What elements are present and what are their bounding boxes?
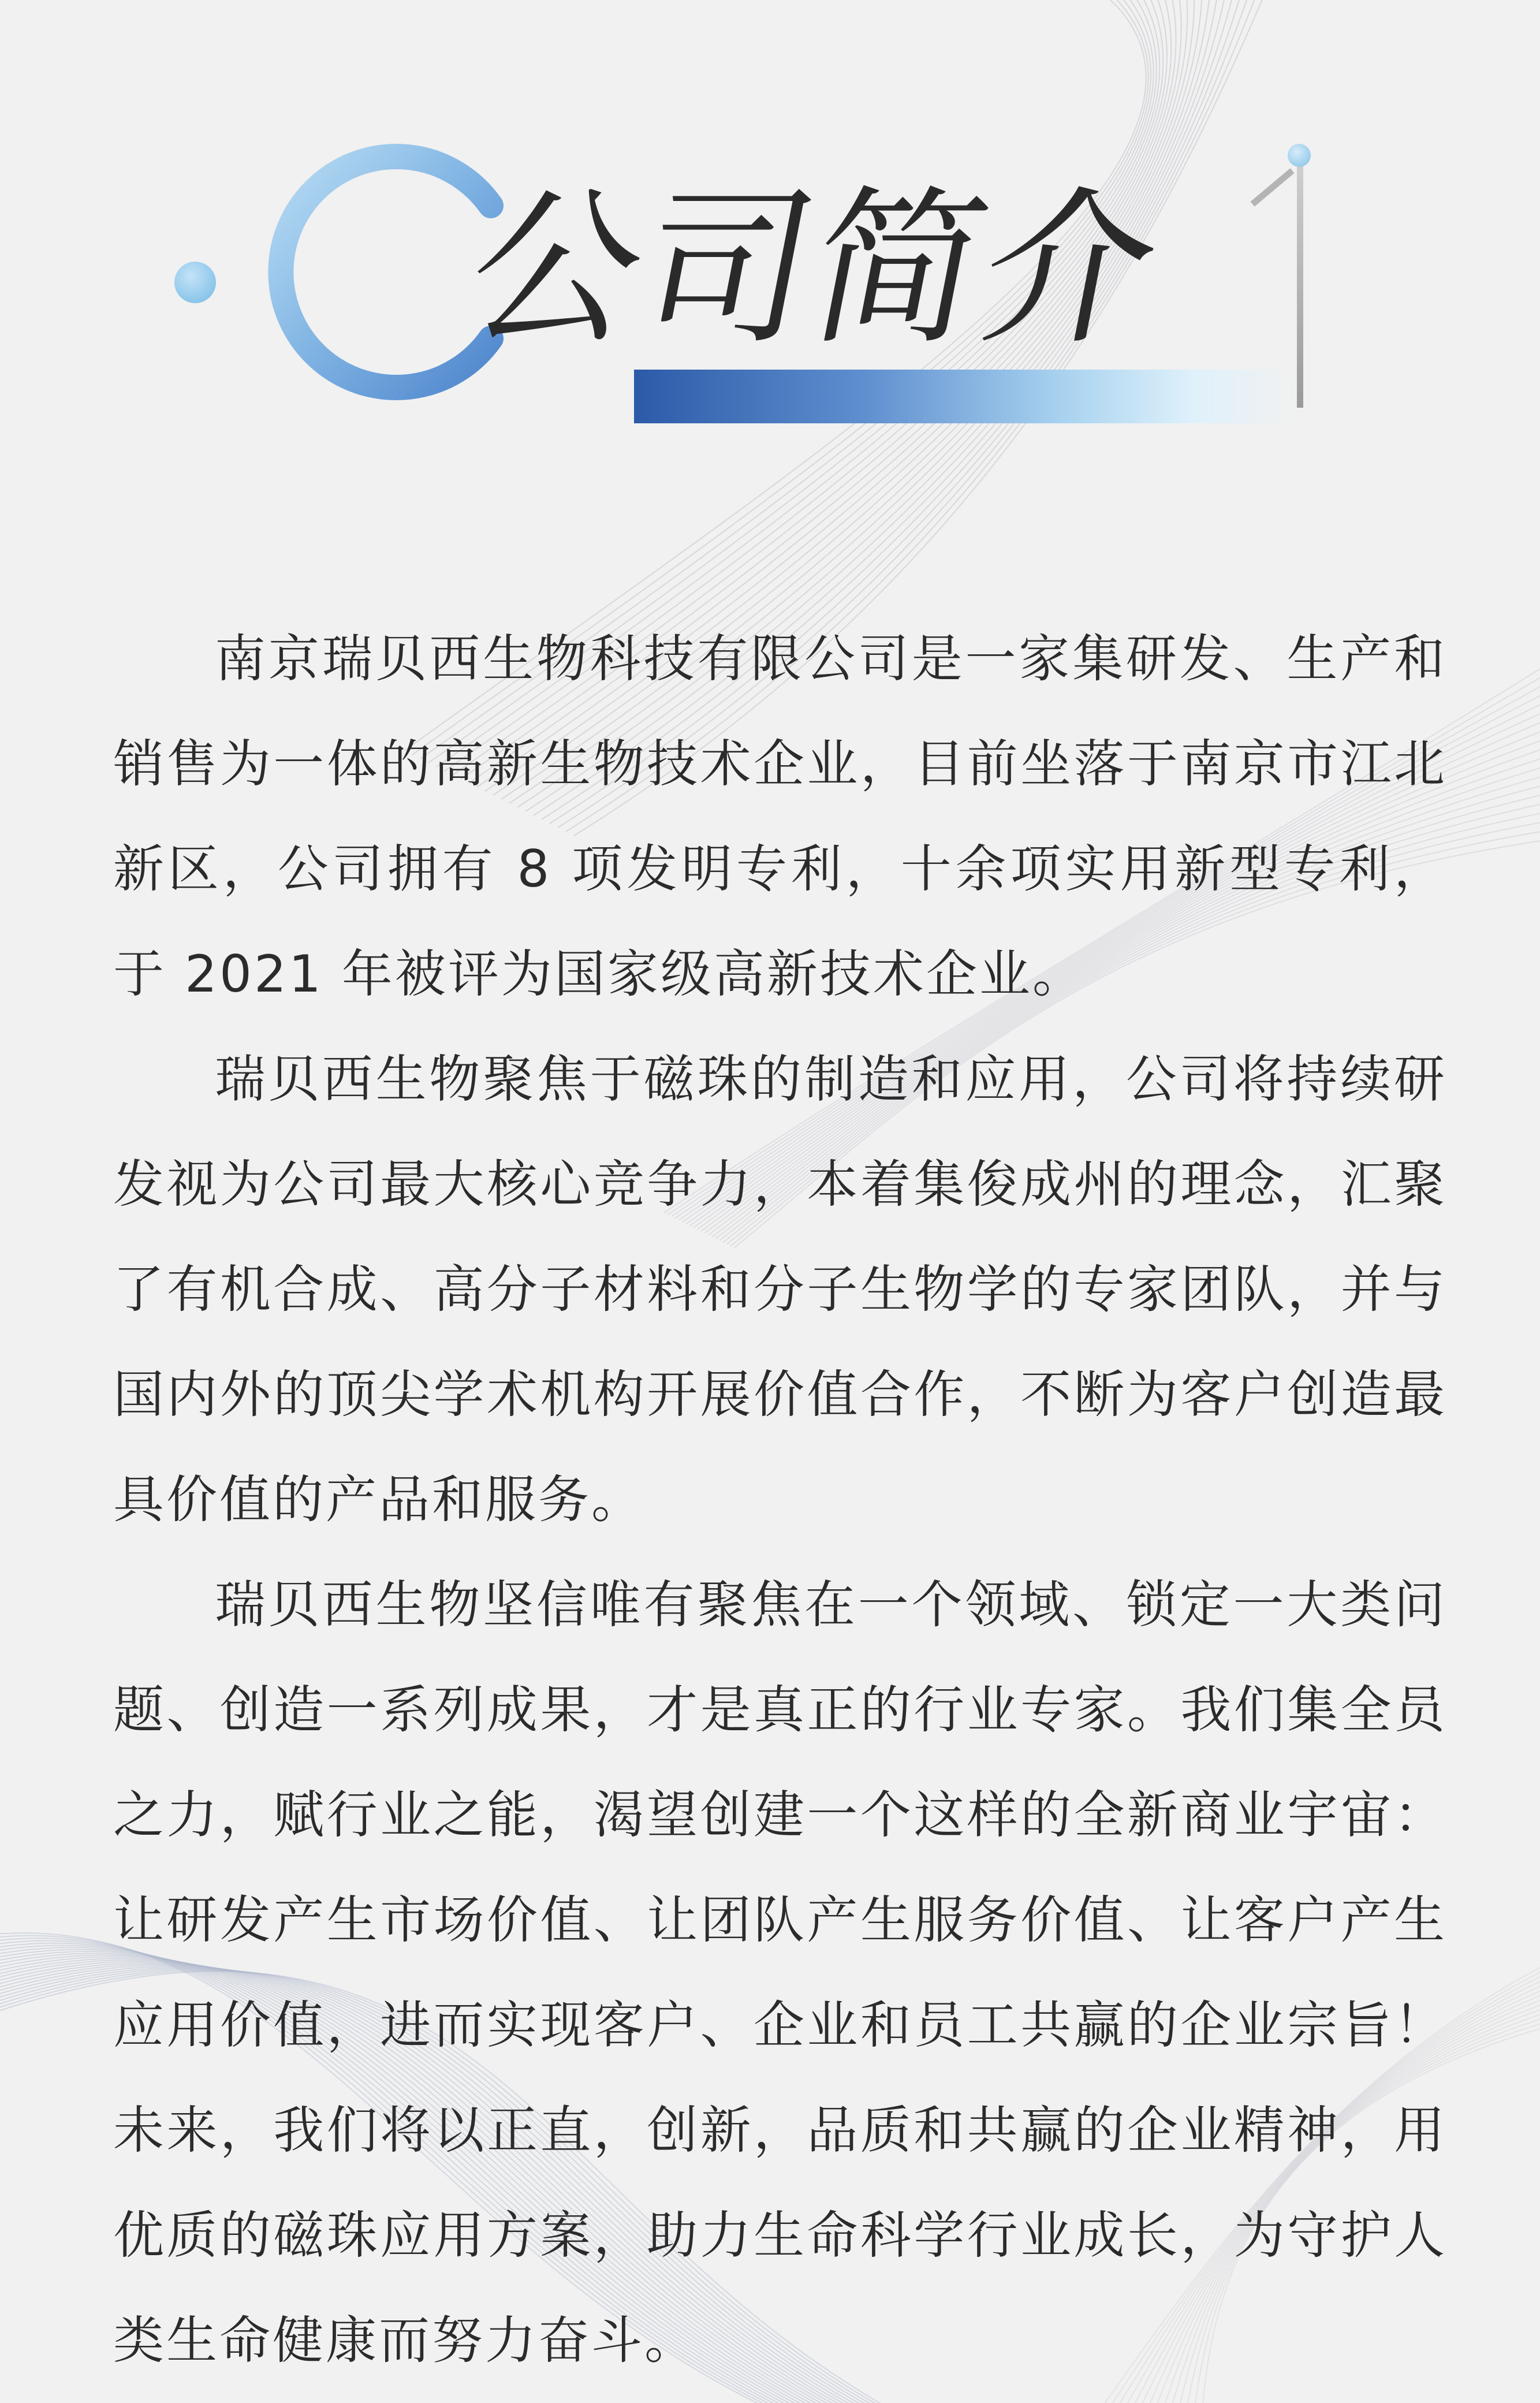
intro-text-block (113, 606, 1447, 2393)
small-dot-decoration (1288, 144, 1311, 167)
paragraph-intro: 南京瑞贝西生物科技有限公司是一家集研发、生产和销售为一体的高新生物技术企业，目前坐落于南京市江北新区，公司拥有 8 项发明专利，十余项实用新型专利，于 2021 年被评为国家级高新技术企业。 (113, 629, 1447, 1004)
paragraph-vision: 瑞贝西生物坚信唯有聚焦在一个领域、锁定一大类问题、创造一系列成果，才是真正的行业专家。我们集全员之力，赋行业之能，渴望创建一个这样的全新商业宇宙：让研发产生市场价值、让团队产生服务价值、让客户产生应用价值，进而实现客户、企业和员工共赢的企业宗旨！未来，我们将以正直，创新，品质和共赢的企业精神，用优质的磁珠应用方案，助力生命科学行业成长，为守护人类生命健康而努力奋斗。 (113, 1575, 1447, 2370)
blue-dot-decoration (174, 262, 216, 303)
paragraph-focus: 瑞贝西生物聚焦于磁珠的制造和应用，公司将持续研发视为公司最大核心竞争力，本着集俊成州的理念，汇聚了有机合成、高分子材料和分子生物学的专家团队，并与国内外的顶尖学术机构开展价值合作，不断为客户创造最具价值的产品和服务。 (113, 1049, 1447, 1529)
corner-post-decoration (1297, 161, 1303, 408)
page-title: 公司简介 (453, 171, 1176, 367)
title-gradient-bar (634, 370, 1292, 423)
